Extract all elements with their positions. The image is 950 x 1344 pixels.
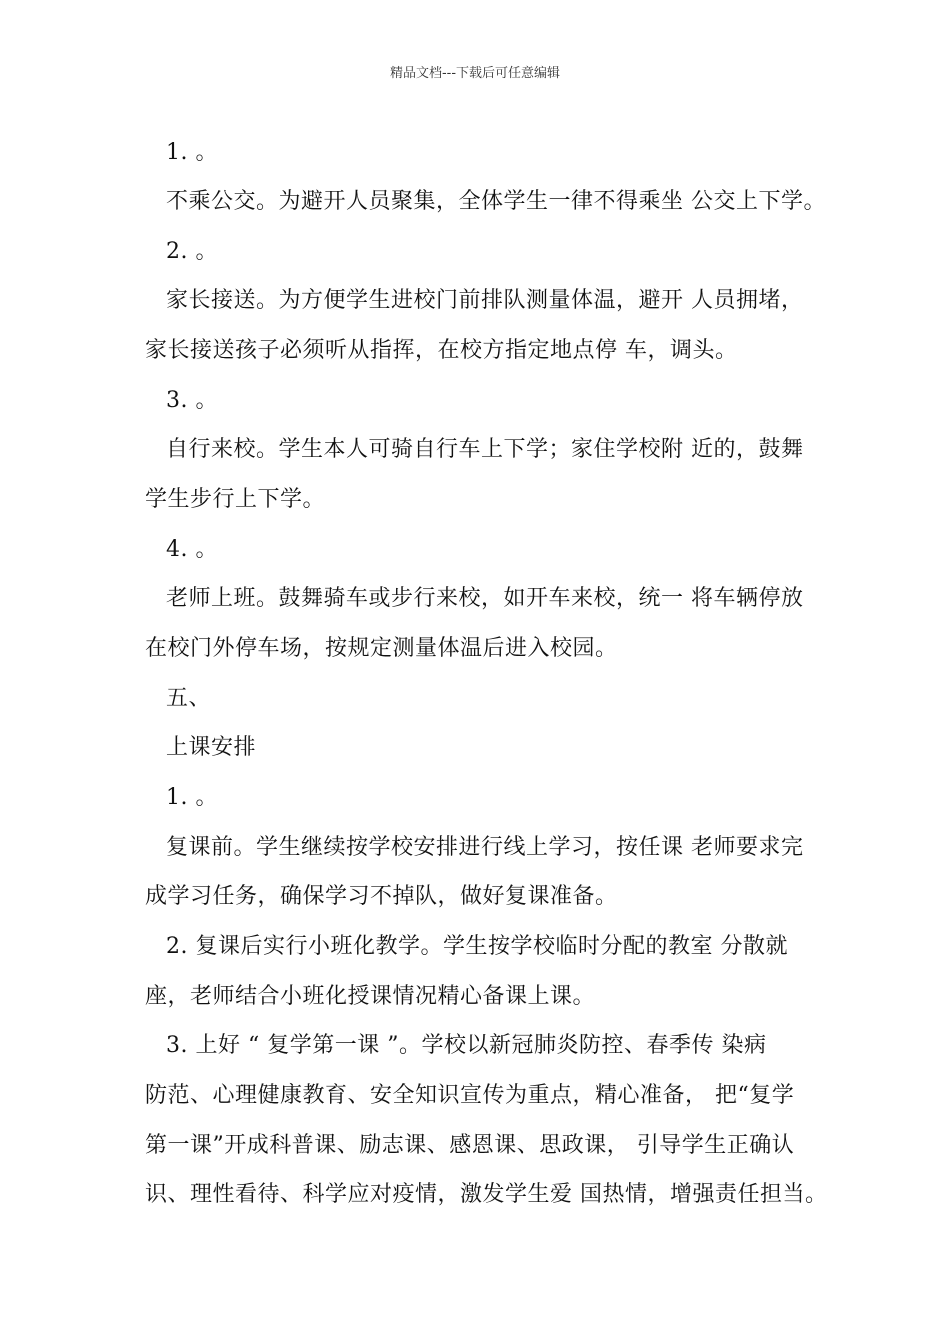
paragraph-first-lesson-cont-2: 第一课”开成科普课、励志课、感恩课、思政课， 引导学生正确认: [145, 1133, 795, 1158]
paragraph-teacher-commute: 老师上班。鼓舞骑车或步行来校，如开车来校，统一 将车辆停放: [166, 586, 804, 611]
paragraph-first-lesson-cont-1: 防范、心理健康教育、安全知识宣传为重点，精心准备， 把“复学: [145, 1083, 795, 1108]
list-number-4: 4. 。: [166, 537, 218, 562]
paragraph-before-resume: 复课前。学生继续按学校安排进行线上学习，按任课 老师要求完: [166, 835, 804, 860]
list-number-2: 2. 。: [166, 239, 218, 264]
page-header: 精品文档---下载后可任意编辑: [389, 66, 561, 81]
paragraph-teacher-commute-cont: 在校门外停车场，按规定测量体温后进入校园。: [145, 636, 618, 661]
section-number-five: 五、: [166, 686, 212, 711]
paragraph-bus: 不乘公交。为避开人员聚集，全体学生一律不得乘坐 公交上下学。: [166, 189, 826, 214]
paragraph-small-class-cont: 座，老师结合小班化授课情况精心备课上课。: [145, 984, 596, 1009]
paragraph-before-resume-cont: 成学习任务，确保学习不掉队，做好复课准备。: [145, 884, 618, 909]
list-number-1: 1. 。: [166, 140, 218, 165]
paragraph-parent-pickup-cont: 家长接送孩子必须听从指挥，在校方指定地点停 车，调头。: [145, 338, 738, 363]
paragraph-self-commute-cont: 学生步行上下学。: [145, 487, 326, 512]
section-title-class-arrangement: 上课安排: [166, 735, 257, 760]
list-number-1-b: 1. 。: [166, 785, 218, 810]
paragraph-first-lesson: 3. 上好 “ 复学第一课 ”。学校以新冠肺炎防控、春季传 染病: [166, 1033, 767, 1058]
paragraph-self-commute: 自行来校。学生本人可骑自行车上下学；家住学校附 近的，鼓舞: [166, 437, 804, 462]
paragraph-small-class: 2. 复课后实行小班化教学。学生按学校临时分配的教室 分散就: [166, 934, 788, 959]
paragraph-first-lesson-cont-3: 识、理性看待、科学应对疫情，激发学生爱 国热情，增强责任担当。: [145, 1182, 828, 1207]
paragraph-parent-pickup: 家长接送。为方便学生进校门前排队测量体温，避开 人员拥堵，: [166, 288, 804, 313]
list-number-3: 3. 。: [166, 388, 218, 413]
